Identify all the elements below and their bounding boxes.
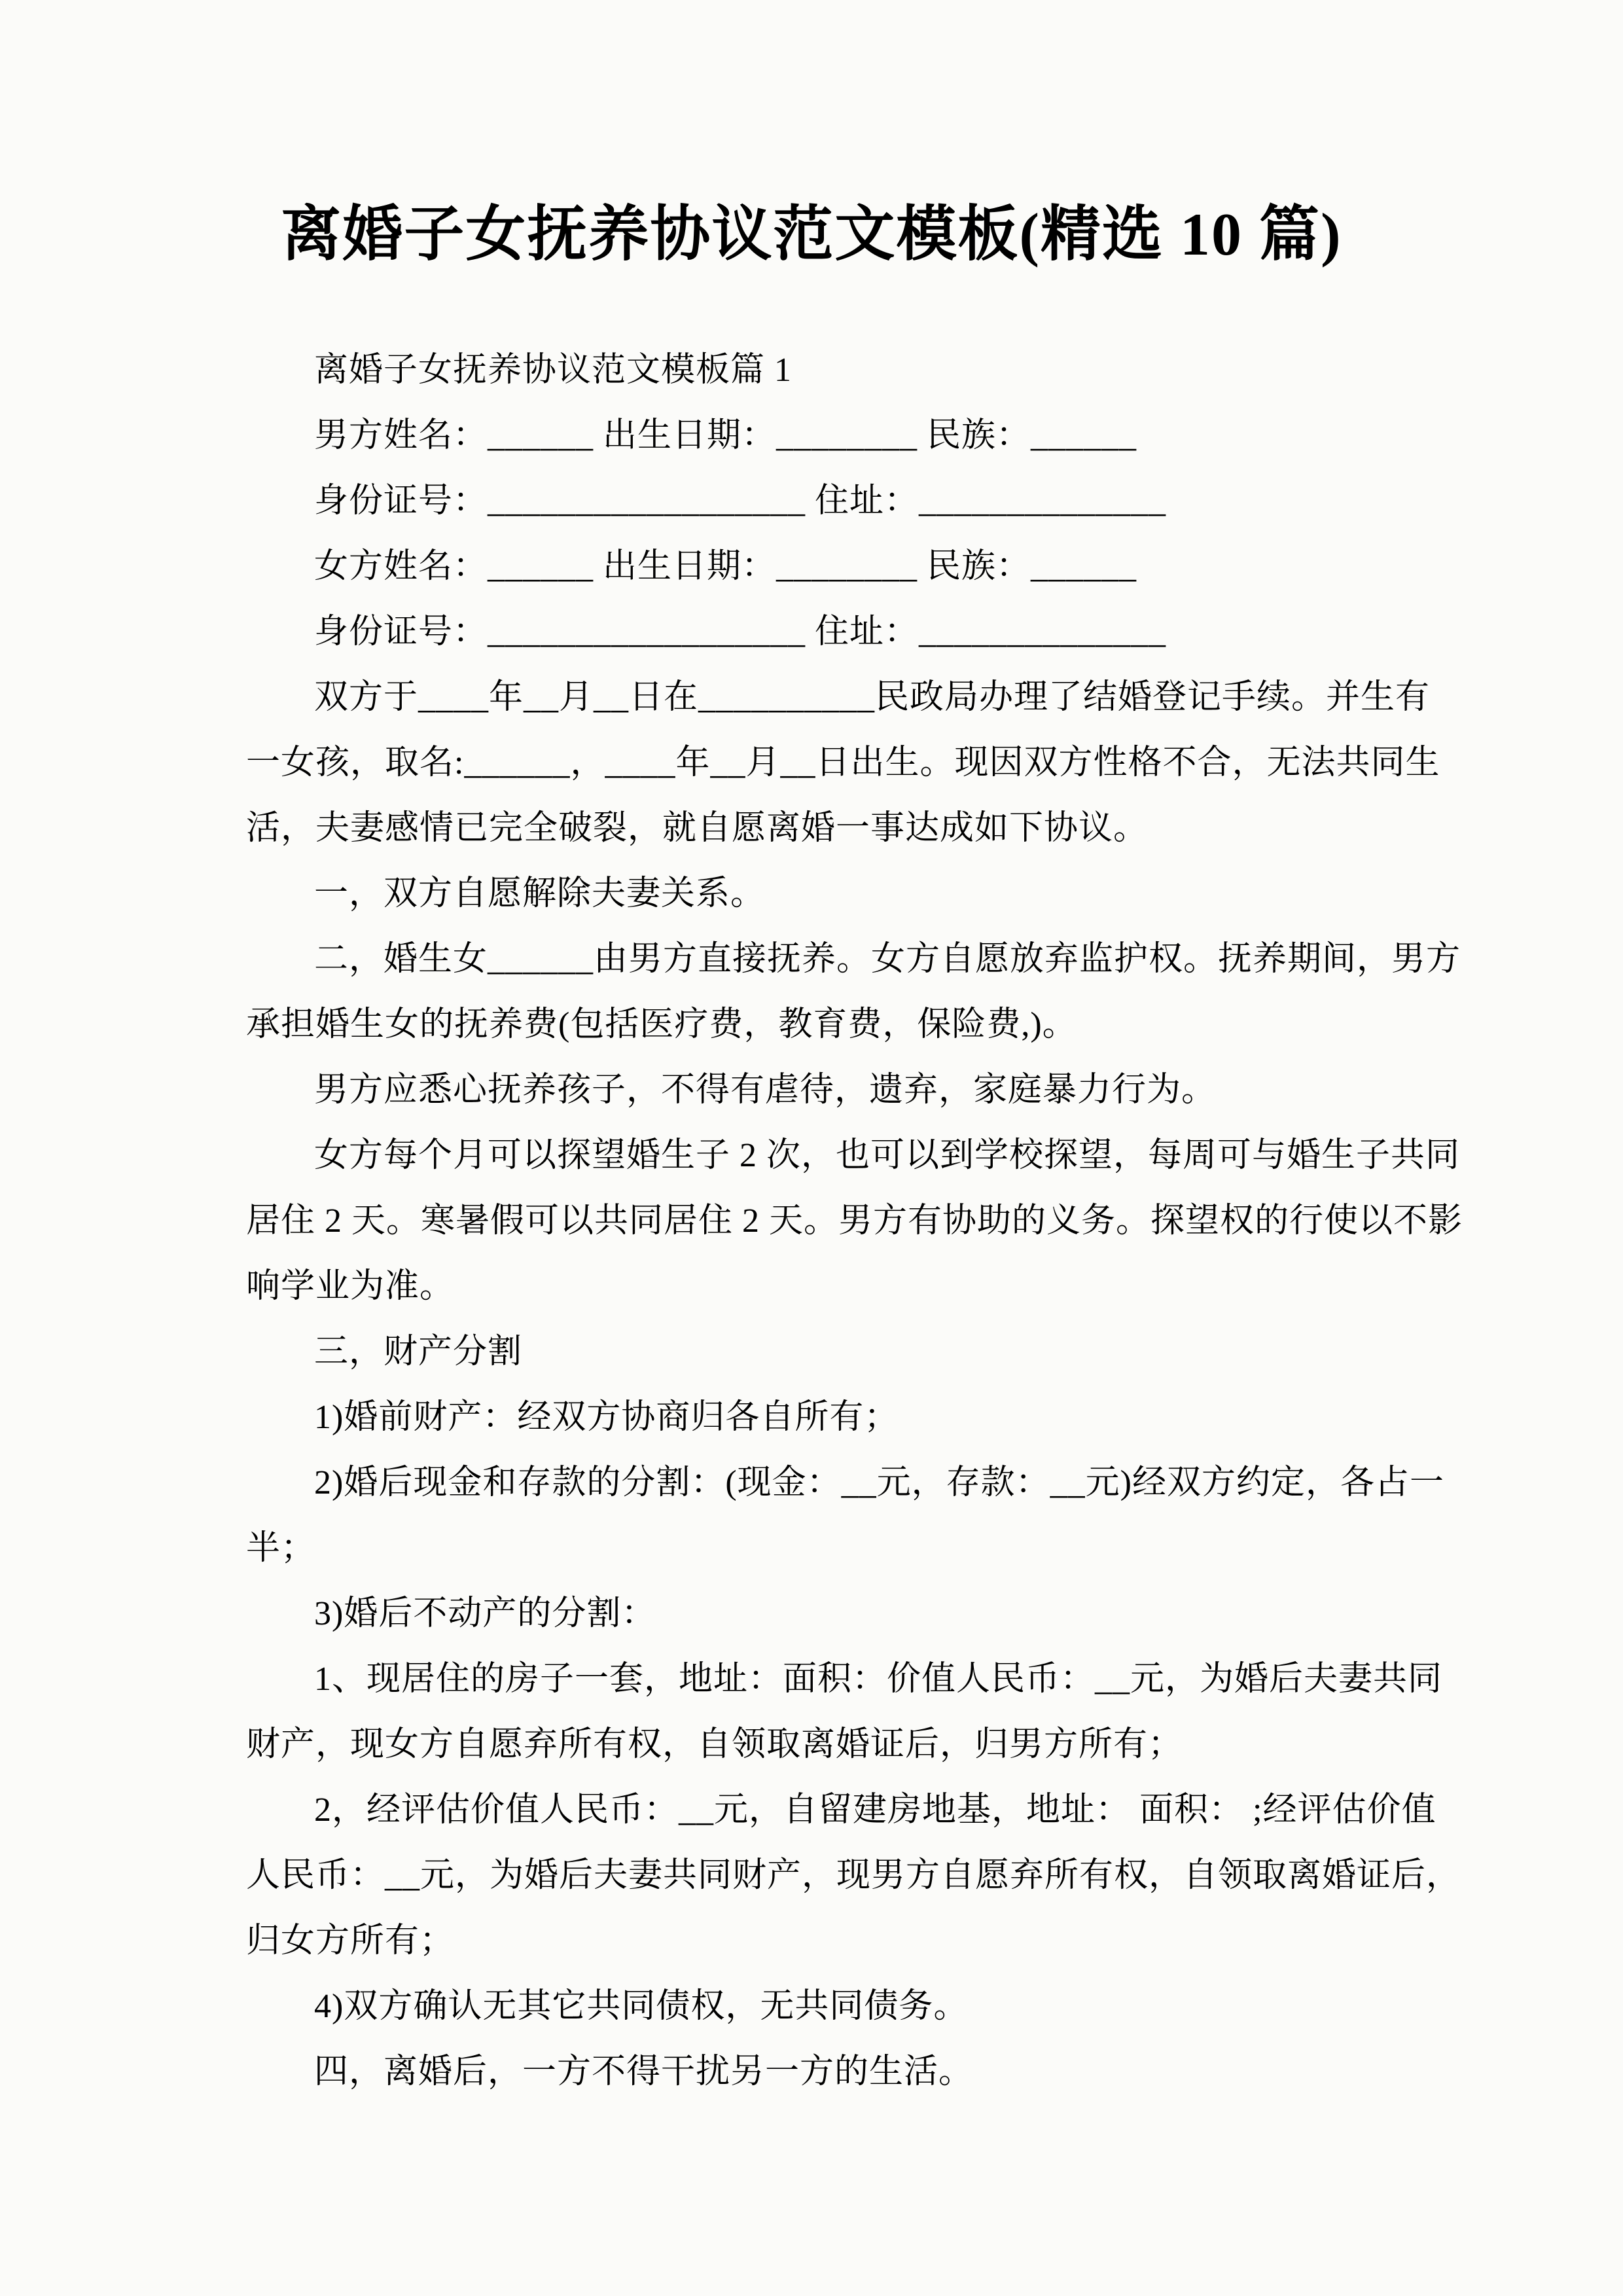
body-line: 2)婚后现金和存款的分割：(现金：__元，存款：__元)经双方约定，各占一 xyxy=(314,1464,1444,1502)
body-line: 二，婚生女______由男方直接抚养。女方自愿放弃监护权。抚养期间，男方 xyxy=(314,941,1461,978)
body-line: 财产，现女方自愿弃所有权，自领取离婚证后，归男方所有； xyxy=(246,1726,1183,1764)
body-line: 双方于____年__月__日在__________民政局办理了结婚登记手续。并生有 xyxy=(314,679,1431,717)
document-title: 离婚子女抚养协议范文模板(精选 10 篇) xyxy=(281,201,1342,268)
body-line: 男方姓名：______ 出生日期：________ 民族：______ xyxy=(314,417,1137,455)
body-line: 一女孩，取名:______，____年__月__日出生。现因双方性格不合，无法共同生 xyxy=(246,744,1440,782)
body-line: 2，经评估价值人民币：__元，自留建房地基，地址： 面积： ;经评估价值 xyxy=(314,1791,1436,1829)
body-line: 归女方所有； xyxy=(246,1922,455,1960)
body-line: 一，双方自愿解除夫妻关系。 xyxy=(314,875,766,913)
body-line: 男方应悉心抚养孩子，不得有虐待，遗弃，家庭暴力行为。 xyxy=(314,1071,1217,1109)
body-line: 女方姓名：______ 出生日期：________ 民族：______ xyxy=(314,548,1137,586)
body-line: 活，夫妻感情已完全破裂，就自愿离婚一事达成如下协议。 xyxy=(246,810,1149,848)
document-body xyxy=(246,338,1463,2105)
body-line: 居住 2 天。寒暑假可以共同居住 2 天。男方有协助的义务。探望权的行使以不影 xyxy=(246,1202,1463,1240)
body-line: 3)婚后不动产的分割： xyxy=(314,1595,656,1633)
body-line: 1)婚前财产：经双方协商归各自所有； xyxy=(314,1399,899,1437)
body-line: 承担婚生女的抚养费(包括医疗费，教育费，保险费,)。 xyxy=(246,1006,1077,1044)
section-heading-line: 三，财产分割 xyxy=(314,1333,523,1371)
body-line: 身份证号：__________________ 住址：______________ xyxy=(314,482,1167,520)
body-line: 4)双方确认无其它共同债权，无共同债务。 xyxy=(314,1988,969,2026)
body-line: 半； xyxy=(246,1530,316,1568)
section-heading-line: 离婚子女抚养协议范文模板篇 1 xyxy=(314,351,793,389)
body-line: 人民币：__元，为婚后夫妻共同财产，现男方自愿弃所有权，自领取离婚证后， xyxy=(246,1857,1461,1895)
body-line: 女方每个月可以探望婚生子 2 次，也可以到学校探望，每周可与婚生子共同 xyxy=(314,1137,1461,1175)
body-line: 四，离婚后，一方不得干扰另一方的生活。 xyxy=(314,2053,974,2091)
body-line: 1、现居住的房子一套，地址：面积：价值人民币：__元，为婚后夫妻共同 xyxy=(314,1660,1443,1698)
body-line: 响学业为准。 xyxy=(246,1268,455,1306)
body-line: 身份证号：__________________ 住址：______________ xyxy=(314,613,1167,651)
